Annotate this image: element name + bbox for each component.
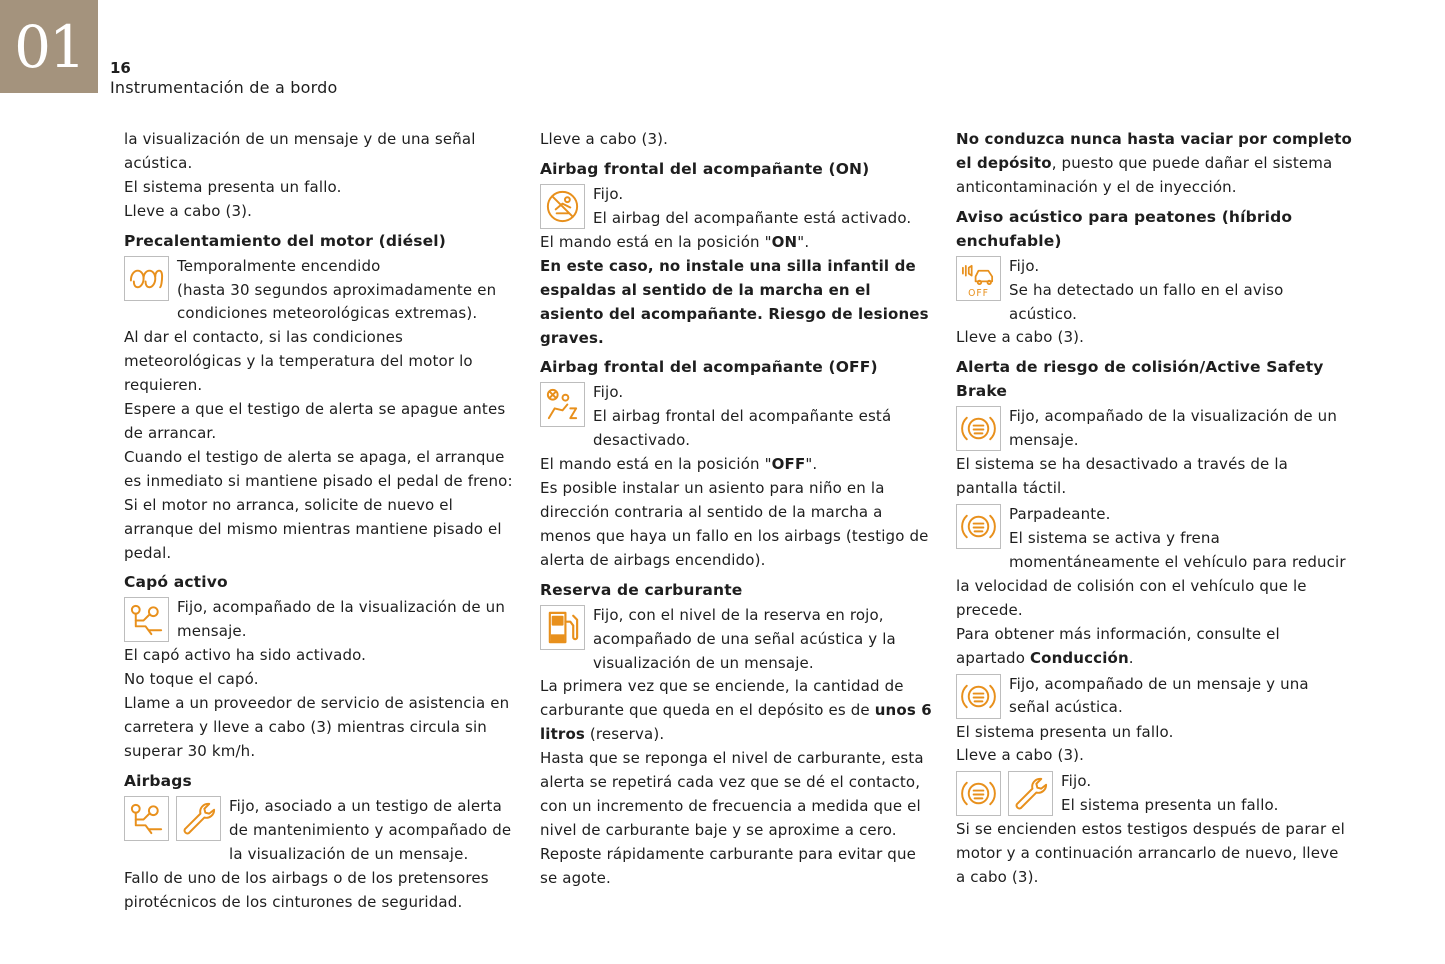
pedestrian-alert-off-icon — [956, 256, 1001, 301]
page-number: 16 — [110, 59, 131, 77]
driving-chapter-ref: Conducción — [1029, 648, 1129, 667]
paragraph: Hasta que se reponga el nivel de carburante, esta alerta se repetirá cada vez que se dé el contacto, con un incremento de frecuencia a medida que el nivel de carburante baje y se aproxime a cero. — [540, 749, 924, 839]
entry-pedestrian-alert — [956, 255, 1352, 327]
paragraph: El mando está en la posición "ON". — [540, 232, 810, 251]
paragraph: Si se encienden estos testigos después de parar el motor y a continuación arrancarlo de nuevo, lleve a cabo (3). — [956, 820, 1345, 887]
paragraph: Si el motor no arranca, solicite de nuevo el arranque del mismo mientras mantiene pisado el pedal. — [124, 495, 502, 562]
entry-line: (hasta 30 segundos aproximadamente en condiciones meteorológicas extremas). — [177, 280, 497, 323]
collision-alert-icon — [956, 406, 1001, 451]
entry-airbag-off — [540, 381, 936, 453]
active-bonnet-icon — [124, 597, 169, 642]
wrench-icon — [176, 796, 221, 841]
paragraph: La primera vez que se enciende, la cantidad de carburante que queda en el depósito es de unos 6 litros (reserva). — [540, 677, 932, 744]
entry-line: Fijo. — [593, 383, 624, 402]
section-heading-pedestrian-alert: Aviso acústico para peatones (híbrido enchufable) — [956, 207, 1293, 250]
entry-collision-fault — [956, 673, 1352, 721]
entry-airbags — [124, 795, 516, 867]
paragraph: la visualización de un mensaje y de una señal acústica. — [124, 130, 476, 172]
section-heading-airbag-off: Airbag frontal del acompañante (OFF) — [540, 358, 878, 377]
entry-airbag-on — [540, 183, 936, 231]
entry-active-bonnet — [124, 596, 516, 644]
passenger-airbag-off-icon — [540, 382, 585, 427]
position-on: ON — [771, 232, 798, 251]
entry-preheating — [124, 255, 516, 327]
chapter-number: 01 — [14, 12, 84, 81]
entry-line: El airbag del acompañante está activado. — [593, 208, 912, 227]
collision-alert-icon — [956, 771, 1001, 816]
paragraph: Reposte rápidamente carburante para evitar que se agote. — [540, 844, 917, 887]
paragraph: Cuando el testigo de alerta se apaga, el arranque es inmediato si mantiene pisado el pedal de freno: — [124, 447, 513, 490]
entry-line: El sistema se activa y frena momentáneamente el vehículo para reducir la velocidad de colisión con el vehículo que le precede. — [956, 529, 1346, 619]
paragraph: El sistema se ha desactivado a través de la pantalla táctil. — [956, 455, 1288, 498]
section-heading-airbags: Airbags — [124, 771, 192, 790]
paragraph: Lleve a cabo (3). — [124, 201, 253, 220]
off-label: OFF — [968, 287, 989, 298]
page-title: Instrumentación de a bordo — [110, 78, 338, 97]
entry-line: Parpadeante. — [1009, 505, 1111, 524]
entry-collision-flashing — [956, 503, 1352, 623]
section-heading-preheating: Precalentamiento del motor (diésel) — [124, 231, 446, 250]
entry-line: Fijo, acompañado de la visualización de un mensaje. — [1009, 407, 1337, 450]
paragraph: Al dar el contacto, si las condiciones meteorológicas y la temperatura del motor lo requieren. — [124, 328, 473, 395]
entry-line: Fijo. — [1009, 256, 1040, 275]
paragraph: No toque el capó. — [124, 670, 259, 689]
entry-line: Fijo. — [1061, 772, 1092, 791]
paragraph: El mando está en la posición "OFF". — [540, 455, 818, 474]
entry-line: Fijo, asociado a un testigo de alerta de mantenimiento y acompañado de la visualización de un mensaje. — [229, 796, 512, 863]
collision-alert-icon — [956, 504, 1001, 549]
paragraph: El sistema presenta un fallo. — [124, 177, 342, 196]
entry-line: Fijo, acompañado de un mensaje y una señal acústica. — [1009, 674, 1309, 717]
paragraph: Es posible instalar un asiento para niño en la dirección contraria al sentido de la marcha a menos que haya un fallo en los airbags (testigo de alerta de airbags encendido). — [540, 479, 929, 569]
section-heading-fuel-reserve: Reserva de carburante — [540, 580, 743, 599]
paragraph: El sistema presenta un fallo. — [956, 722, 1174, 741]
paragraph: El capó activo ha sido activado. — [124, 646, 367, 665]
column-1 — [124, 128, 516, 914]
paragraph: Fallo de uno de los airbags o de los pretensores pirotécnicos de los cinturones de seguridad. — [124, 868, 489, 911]
entry-line: El sistema presenta un fallo. — [1061, 796, 1279, 815]
entry-line: Se ha detectado un fallo en el aviso acústico. — [1009, 280, 1284, 323]
passenger-airbag-on-icon — [540, 184, 585, 229]
paragraph: Lleve a cabo (3). — [540, 130, 669, 148]
paragraph: Para obtener más información, consulte el apartado Conducción. — [956, 624, 1280, 667]
section-heading-collision-alert: Alerta de riesgo de colisión/Active Safety Brake — [956, 358, 1324, 401]
paragraph: No conduzca nunca hasta vaciar por completo el depósito, puesto que puede dañar el sistema anticontaminación y el de inyección. — [956, 130, 1352, 196]
column-2 — [540, 128, 936, 891]
airbag-icon — [124, 796, 169, 841]
warning-text: En este caso, no instale una silla infantil de espaldas al sentido de la marcha en el asiento del acompañante. Riesgo de lesiones graves. — [540, 256, 929, 347]
entry-collision-maintenance — [956, 770, 1352, 818]
glow-plug-icon — [124, 256, 169, 301]
paragraph: Llame a un proveedor de servicio de asistencia en carretera y lleve a cabo (3) mientras circula sin superar 30 km/h. — [124, 694, 510, 761]
column-3 — [956, 128, 1352, 890]
entry-line: Fijo, acompañado de la visualización de un mensaje. — [177, 598, 505, 641]
fuel-pump-icon — [540, 605, 585, 650]
entry-line: Fijo, con el nivel de la reserva en rojo, acompañado de una señal acústica y la visualización de un mensaje. — [593, 605, 896, 672]
section-heading-active-bonnet: Capó activo — [124, 573, 228, 592]
paragraph: Espere a que el testigo de alerta se apague antes de arrancar. — [124, 400, 506, 442]
position-off: OFF — [771, 455, 806, 474]
entry-line: El airbag frontal del acompañante está desactivado. — [593, 407, 892, 450]
entry-line: Fijo. — [593, 184, 624, 203]
entry-fuel-reserve — [540, 604, 936, 676]
chapter-tab — [0, 0, 98, 93]
collision-alert-icon — [956, 674, 1001, 719]
entry-collision-fixed — [956, 405, 1352, 453]
entry-line: Temporalmente encendido — [177, 256, 381, 275]
wrench-icon — [1008, 771, 1053, 816]
section-heading-airbag-on: Airbag frontal del acompañante (ON) — [540, 159, 870, 178]
paragraph: Lleve a cabo (3). — [956, 746, 1085, 765]
paragraph: Lleve a cabo (3). — [956, 328, 1085, 347]
